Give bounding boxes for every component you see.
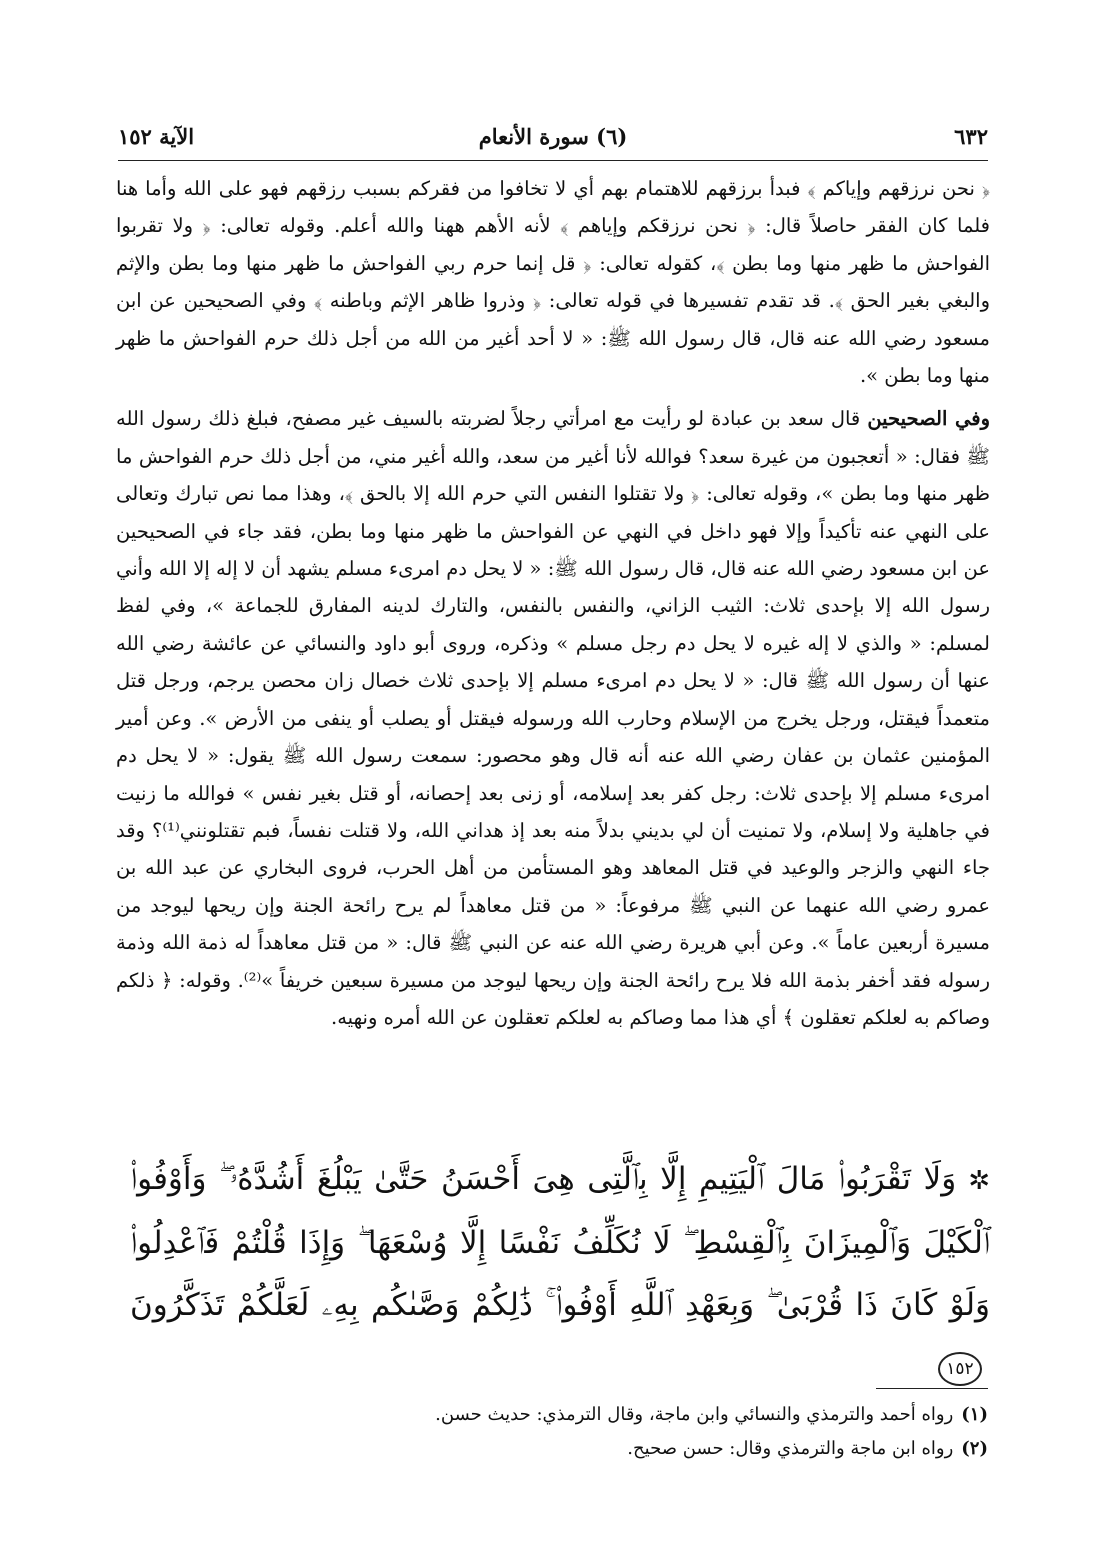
footnote-number: (٢) (961, 1438, 988, 1459)
paragraph-2 (116, 400, 990, 1036)
commentary-body (116, 170, 990, 1036)
footnote-text: رواه أحمد والترمذي والنسائي وابن ماجة، وقال الترمذي: حديث حسن. (435, 1404, 954, 1425)
footnote-1 (118, 1398, 988, 1432)
header-rule (118, 160, 988, 161)
footnote-2 (118, 1432, 988, 1466)
footnote-rule (876, 1388, 988, 1389)
footnotes (118, 1398, 988, 1466)
paragraph-2-text: قال سعد بن عبادة لو رأيت مع امرأتي رجلاً لضربته بالسيف غير مصفح، فبلغ ذلك رسول الله ﷺ فقال: « أتعجبون من غيرة سعد؟ فوالله لأنا أغير من سعد، والله أغير مني، من أجل ذلك حرم الفواحش ما ظهر منها وما بطن »، وقوله تعالى: ﴿ ولا تقتلوا النفس التي حرم الله إلا بالحق ﴾، وهذا مما نص تبارك وتعالى على النهي عنه تأكيداً وإلا فهو داخل في النهي عن الفواحش ما ظهر منها وما بطن، فقد جاء في الصحيحين عن ابن مسعود رضي الله عنه قال، قال رسول الله ﷺ: « لا يحل دم امرىء مسلم يشهد أن لا إله إلا الله وأني رسول الله إلا بإحدى ثلاث: الثيب الزاني، والنفس بالنفس، والتارك لدينه المفارق للجماعة »، وفي لفظ لمسلم: « والذي لا إله غيره لا يحل دم رجل مسلم » وذكره، وروى أبو داود والنسائي عن عائشة رضي الله عنها أن رسول الله ﷺ قال: « لا يحل دم امرىء مسلم إلا بإحدى ثلاث خصال زان محصن يرجم، ورجل قتل متعمداً فيقتل، ورجل يخرج من الإسلام وحارب الله ورسوله فيقتل أو يصلب أو ينفى من الأرض ». وعن أمير المؤمنين عثمان بن عفان رضي الله عنه أنه قال وهو محصور: سمعت رسول الله ﷺ يقول: « لا يحل دم امرىء مسلم إلا بإحدى ثلاث: رجل كفر بعد إسلامه، أو زنى بعد إحصانه، أو قتل بغير نفس » فوالله ما زنيت في جاهلية ولا إسلام، ولا تمنيت أن لي بديني بدلاً منه بعد إذ هداني الله، ولا قتلت نفساً، فبم تقتلونني⁽¹⁾؟ وقد جاء النهي والزجر والوعيد في قتل المعاهد وهو المستأمن من أهل الحرب، فروى البخاري عن عبد الله بن عمرو رضي الله عنهما عن النبي ﷺ مرفوعاً: « من قتل معاهداً لم يرح رائحة الجنة وإن ريحها ليوجد من مسيرة أربعين عاماً ». وعن أبي هريرة رضي الله عنه عن النبي ﷺ قال: « من قتل معاهداً له ذمة الله وذمة رسوله فقد أخفر بذمة الله فلا يرح رائحة الجنة وإن ريحها ليوجد من مسيرة سبعين خريفاً »⁽²⁾. وقوله: ﴿ ذلكم وصاكم به لعلكم تعقلون ﴾ أي هذا مما وصاكم به لعلكم تعقلون عن الله أمره ونهيه. (116, 407, 991, 1029)
verse-text: وَلَا تَقْرَبُوا۟ مَالَ ٱلْيَتِيمِ إِلَّا بِٱلَّتِى هِىَ أَحْسَنُ حَتَّىٰ يَبْلُغَ أَشُدَّهُۥ ۖ وَأَوْفُوا۟ ٱلْكَيْلَ وَٱلْمِيزَانَ بِٱلْقِسْطِ ۖ لَا نُكَلِّفُ نَفْسًا إِلَّا وُسْعَهَا ۖ وَإِذَا قُلْتُمْ فَٱعْدِلُوا۟ وَلَوْ كَانَ ذَا قُرْبَىٰ ۖ وَبِعَهْدِ ٱللَّهِ أَوْفُوا۟ ۚ ذَٰلِكُمْ وَصَّىٰكُم بِهِۦ لَعَلَّكُمْ تَذَكَّرُونَ (130, 1161, 990, 1323)
footnote-number: (١) (961, 1404, 988, 1425)
page-header (118, 118, 988, 158)
page-number: ٦٣٢ (954, 124, 988, 149)
surah-title: (٦) سورة الأنعام (478, 124, 628, 149)
ayah-number-mark: ١٥٢ (938, 1352, 982, 1386)
ayah-label: الآية ١٥٢ (118, 124, 195, 149)
quran-verse (130, 1148, 990, 1398)
footnote-text: رواه ابن ماجة والترمذي وقال: حسن صحيح. (627, 1438, 954, 1459)
paragraph-1: ﴿ نحن نرزقهم وإياكم ﴾ فبدأ برزقهم للاهتمام بهم أي لا تخافوا من فقركم بسبب رزقهم فهو على الله وأما هنا فلما كان الفقر حاصلاً قال: ﴿ نحن نرزقكم وإياهم ﴾ لأنه الأهم ههنا والله أعلم. وقوله تعالى: ﴿ ولا تقربوا الفواحش ما ظهر منها وما بطن ﴾، كقوله تعالى: ﴿ قل إنما حرم ربي الفواحش ما ظهر منها وما بطن والإثم والبغي بغير الحق ﴾. قد تقدم تفسيرها في قوله تعالى: ﴿ وذروا ظاهر الإثم وباطنه ﴾ وفي الصحيحين عن ابن مسعود رضي الله عنه قال، قال رسول الله ﷺ: « لا أحد أغير من الله من أجل ذلك حرم الفواحش ما ظهر منها وما بطن ». (116, 177, 990, 388)
paragraph-2-lead: وفي الصحيحين (867, 407, 990, 431)
star-icon: ✲ (968, 1166, 990, 1196)
